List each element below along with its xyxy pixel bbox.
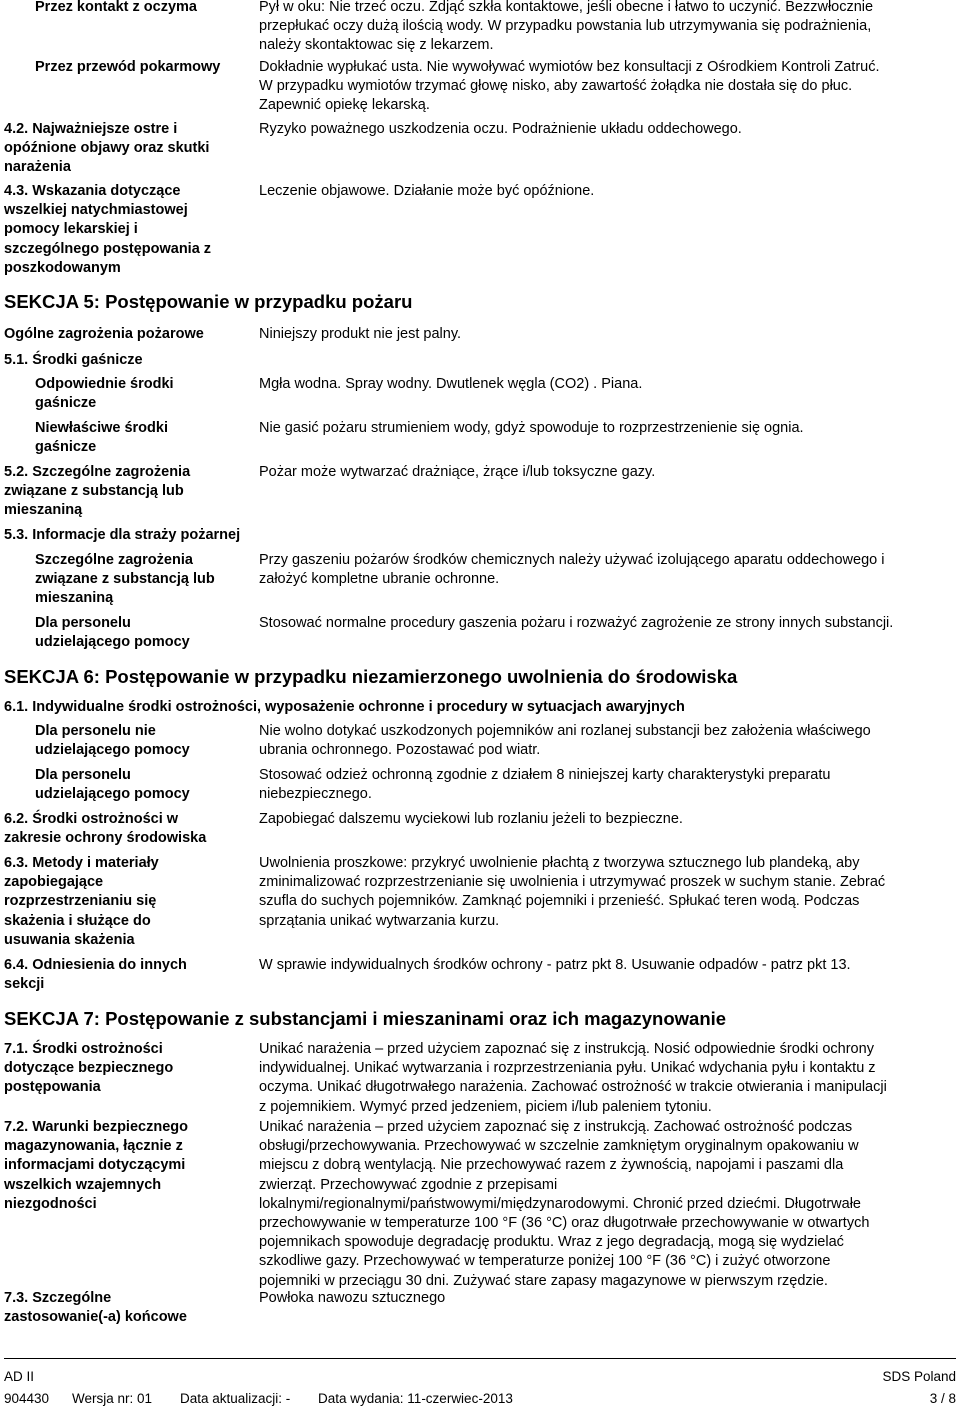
- section-7-title: SEKCJA 7: Postępowanie z substancjami i mieszaninami oraz ich magazynowanie: [4, 1008, 727, 1029]
- section-4-3-label: 4.3. Wskazania dotyczące wszelkiej natychmiastowej pomocy lekarskiej i szczególnego postępowania z poszkodowanym: [4, 183, 212, 276]
- section-5-3b-text: Stosować normalne procedury gaszenia pożaru i rozważyć zagrożenie ze strony innych substancji.: [259, 615, 894, 631]
- emergency-responders-text: Stosować odzież ochronną zgodnie z działem 8 niniejszej karty charakterystyki preparatu niebezpiecznego.: [259, 767, 831, 803]
- footer-code: 904430: [4, 1391, 50, 1406]
- footer-divider: [4, 1358, 956, 1359]
- section-6-3-label: 6.3. Metody i materiały zapobiegające rozprzestrzenianiu się skażenia i służące do usuwania skażenia: [4, 855, 159, 948]
- section-6-3-text: Uwolnienia proszkowe: przykryć uwolnienie płachtą z tworzywa sztucznego lub plandeką, aby zminimalizować rozprzestrzenianie się uwolnienia i utrzymywać proszek w suchym stanie. Zebrać szufla do suchych pojemników. Zamknąć pojemniki i przenieść. Spłukać teren wodą. Podczas sprzątania unikać wytwarzania kurzu.: [259, 855, 886, 929]
- section-5-title: SEKCJA 5: Postępowanie w przypadku pożaru: [4, 291, 413, 312]
- footer-issue-date: Data wydania: 11-czerwiec-2013: [318, 1391, 513, 1406]
- section-6-4-text: W sprawie indywidualnych środków ochrony - patrz pkt 8. Usuwanie odpadów - patrz pkt 13.: [259, 957, 851, 973]
- section-5-2-text: Pożar może wytwarzać drażniące, żrące i/lub toksyczne gazy.: [259, 464, 656, 480]
- non-emergency-label: Dla personelu nie udzielającego pomocy: [35, 723, 190, 759]
- section-5-3b-label: Dla personelu udzielającego pomocy: [35, 615, 190, 651]
- section-6-title: SEKCJA 6: Postępowanie w przypadku niezamierzonego uwolnienia do środowiska: [4, 666, 738, 687]
- ingestion-text: Dokładnie wypłukać usta. Nie wywoływać wymiotów bez konsultacji z Ośrodkiem Kontroli Zatruć. W przypadku wymiotów trzymać głowę nisko, aby zawartość żołądka nie dostała się do płuc. Zapewnić opiekę lekarską.: [259, 59, 880, 114]
- unsuitable-media-text: Nie gasić pożaru strumieniem wody, gdyż spowoduje to rozprzestrzenienie się ognia.: [259, 420, 804, 436]
- section-7-3-text: Powłoka nawozu sztucznego: [259, 1290, 446, 1306]
- section-5-3a-label: Szczególne zagrożenia związane z substancją lub mieszaniną: [35, 552, 215, 607]
- section-7-1-text: Unikać narażenia – przed użyciem zapoznać się z instrukcją. Nosić odpowiednie środki ochrony indywidualnej. Unikać wytwarzania i rozprzestrzeniania pyłu. Unikać wdychania pyłu i kontaktu z oczyma. Unikać długotrwałego narażenia. Zachować ostrożność w trakcie otwierania i manipulacji z pojemnikiem. Wymyć przed jedzeniem, piciem i/lub paleniem tytoniu.: [259, 1041, 887, 1115]
- eye-contact-text: Pył w oku: Nie trzeć oczu. Zdjąć szkła kontaktowe, jeśli obecne i łatwo to uczynić. Bezzwłocznie przepłukać oczy dużą ilością wody. W przypadku powstania lub utrzymywania się podrażnienia, należy skontaktowac się z lekarzem.: [259, 0, 874, 54]
- section-7-1-label: 7.1. Środki ostrożności dotyczące bezpiecznego postępowania: [4, 1041, 174, 1096]
- footer-sds-region: SDS Poland: [882, 1369, 956, 1384]
- section-5-3-label: 5.3. Informacje dla straży pożarnej: [4, 527, 241, 543]
- footer-page-number: 3 / 8: [929, 1391, 956, 1406]
- section-4-2-label: 4.2. Najważniejsze ostre i opóźnione objawy oraz skutki narażenia: [4, 121, 210, 176]
- general-fire-hazards-text: Niniejszy produkt nie jest palny.: [259, 326, 462, 342]
- section-7-2-text: Unikać narażenia – przed użyciem zapoznać się z instrukcją. Zachować ostrożność podczas obsługi/przechowywania. Przechowywać w szczelnie zamkniętym oryginalnym opakowaniu w miejscu z dobrą wentylacją. Nie przechowywać razem z żywnością, napojami i paszami dla zwierząt. Przechowywać zgodnie z przepisami lokalnymi/regionalnymi/państwowymi/międzynarodowymi. Chronić przed dziećmi. Długotrwałe przechowywanie w temperaturze 100 °F (36 °C) oraz długotrwałe przechowywanie w otwartych pojemnikach spowoduje degradację produktu. Wraz z jego degradacją, mogą się wydzielać szkodliwe gazy. Przechowywać w temperaturze poniżej 100 °F (36 °C) i zużyć otworzone pojemniki w przeciągu 30 dni. Zużywać stare zapasy magazynowe w pierwszym rzędzie.: [259, 1119, 870, 1289]
- ingestion-label: Przez przewód pokarmowy: [35, 59, 221, 75]
- section-7-3-label: 7.3. Szczególne zastosowanie(-a) końcowe: [4, 1290, 187, 1326]
- unsuitable-media-label: Niewłaściwe środki gaśnicze: [35, 420, 168, 456]
- section-7-2-label: 7.2. Warunki bezpiecznego magazynowania, łącznie z informacjami dotyczącymi wszelkich wzajemnych niezgodności: [4, 1119, 188, 1212]
- section-4-2-text: Ryzyko poważnego uszkodzenia oczu. Podrażnienie układu oddechowego.: [259, 121, 742, 137]
- section-6-1-label: 6.1. Indywidualne środki ostrożności, wyposażenie ochronne i procedury w sytuacjach awaryjnych: [4, 699, 685, 715]
- non-emergency-text: Nie wolno dotykać uszkodzonych pojemników ani rozlanej substancji bez założenia właściwego ubrania ochronnego. Pozostawać pod wiatr.: [259, 723, 871, 759]
- footer-revision-date: Data aktualizacji: -: [180, 1391, 291, 1406]
- suitable-media-label: Odpowiednie środki gaśnicze: [35, 376, 174, 412]
- section-5-3a-text: Przy gaszeniu pożarów środków chemicznych należy używać izolującego aparatu oddechowego i założyć kompletne ubranie ochronne.: [259, 552, 885, 588]
- section-6-4-label: 6.4. Odniesienia do innych sekcji: [4, 957, 187, 993]
- section-6-2-text: Zapobiegać dalszemu wyciekowi lub rozlaniu jeżeli to bezpieczne.: [259, 811, 683, 827]
- section-5-2-label: 5.2. Szczególne zagrożenia związane z substancją lub mieszaniną: [4, 464, 191, 519]
- footer-version: Wersja nr: 01: [72, 1391, 153, 1406]
- suitable-media-text: Mgła wodna. Spray wodny. Dwutlenek węgla (CO2) . Piana.: [259, 376, 643, 392]
- footer-product-name: AD II: [4, 1369, 35, 1384]
- general-fire-hazards-label: Ogólne zagrożenia pożarowe: [4, 326, 204, 342]
- section-4-3-text: Leczenie objawowe. Działanie może być opóźnione.: [259, 183, 595, 199]
- section-6-2-label: 6.2. Środki ostrożności w zakresie ochrony środowiska: [4, 811, 207, 847]
- eye-contact-label: Przez kontakt z oczyma: [35, 0, 197, 15]
- emergency-responders-label: Dla personelu udzielającego pomocy: [35, 767, 190, 803]
- section-5-1-label: 5.1. Środki gaśnicze: [4, 352, 143, 368]
